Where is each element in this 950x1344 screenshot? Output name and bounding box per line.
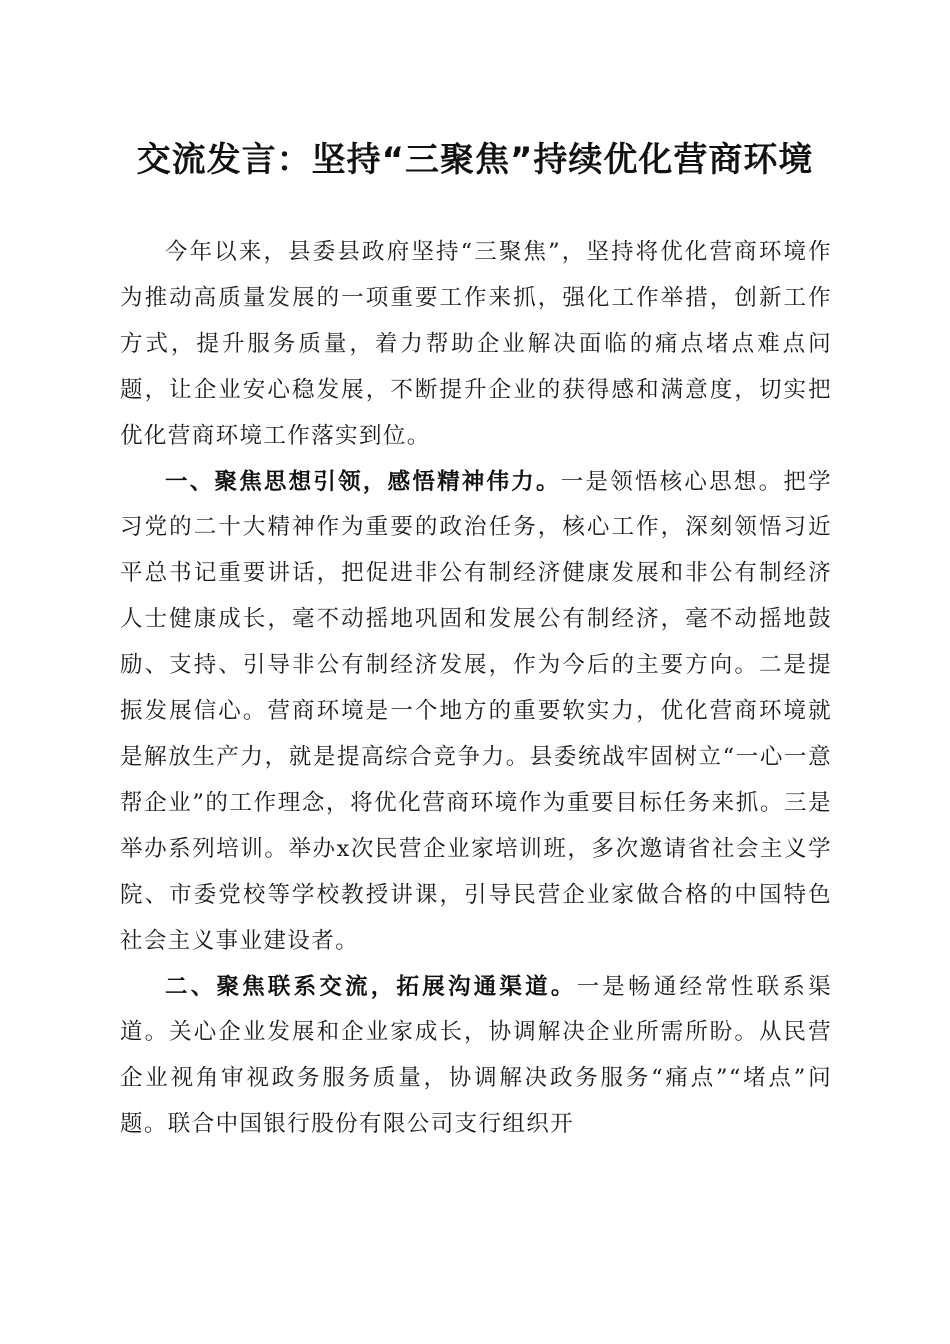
paragraph-text: 一是畅通经常性联系渠道。关心企业发展和企业家成长，协调解决企业所需所盼。从民营企业视角审视政务服务质量，协调解决政务服务“痛点”“堵点”问题。联合中国银行股份有限公司支行组织开 bbox=[120, 973, 832, 1138]
section-heading: 一、聚焦思想引领，感悟精神伟力。 bbox=[165, 468, 561, 495]
paragraph-text: 一是领悟核心思想。把学习党的二十大精神作为重要的政治任务，核心工作，深刻领悟习近平总书记重要讲话，把促进非公有制经济健康发展和非公有制经济人士健康成长，毫不动摇地巩固和发展公有制经济，毫不动摇地鼓励、支持、引导非公有制经济发展，作为今后的主要方向。二是提振发展信心。营商环境是一个地方的重要软实力，优化营商环境就是解放生产力，就是提高综合竞争力。县委统战牢固树立“一心一意帮企业”的工作理念，将优化营商环境作为重要目标任务来抓。三是举办系列培训。举办x次民营企业家培训班，多次邀请省社会主义学院、市委党校等学校教授讲课，引导民营企业家做合格的中国特色社会主义事业建设者。 bbox=[120, 468, 832, 954]
document-title: 交流发言：坚持“三聚焦”持续优化营商环境 bbox=[136, 140, 814, 180]
paragraph-section-1 bbox=[120, 460, 832, 965]
paragraph-section-2 bbox=[120, 965, 832, 1149]
section-heading: 二、聚焦联系交流，拓展沟通渠道。 bbox=[165, 973, 577, 1000]
paragraph-text: 今年以来，县委县政府坚持“三聚焦”，坚持将优化营商环境作为推动高质量发展的一项重要工作来抓，强化工作举措，创新工作方式，提升服务质量，着力帮助企业解决面临的痛点堵点难点问题，让企业安心稳发展，不断提升企业的获得感和满意度，切实把优化营商环境工作落实到位。 bbox=[120, 239, 832, 449]
document-body bbox=[120, 230, 832, 1148]
paragraph-intro bbox=[120, 230, 832, 460]
